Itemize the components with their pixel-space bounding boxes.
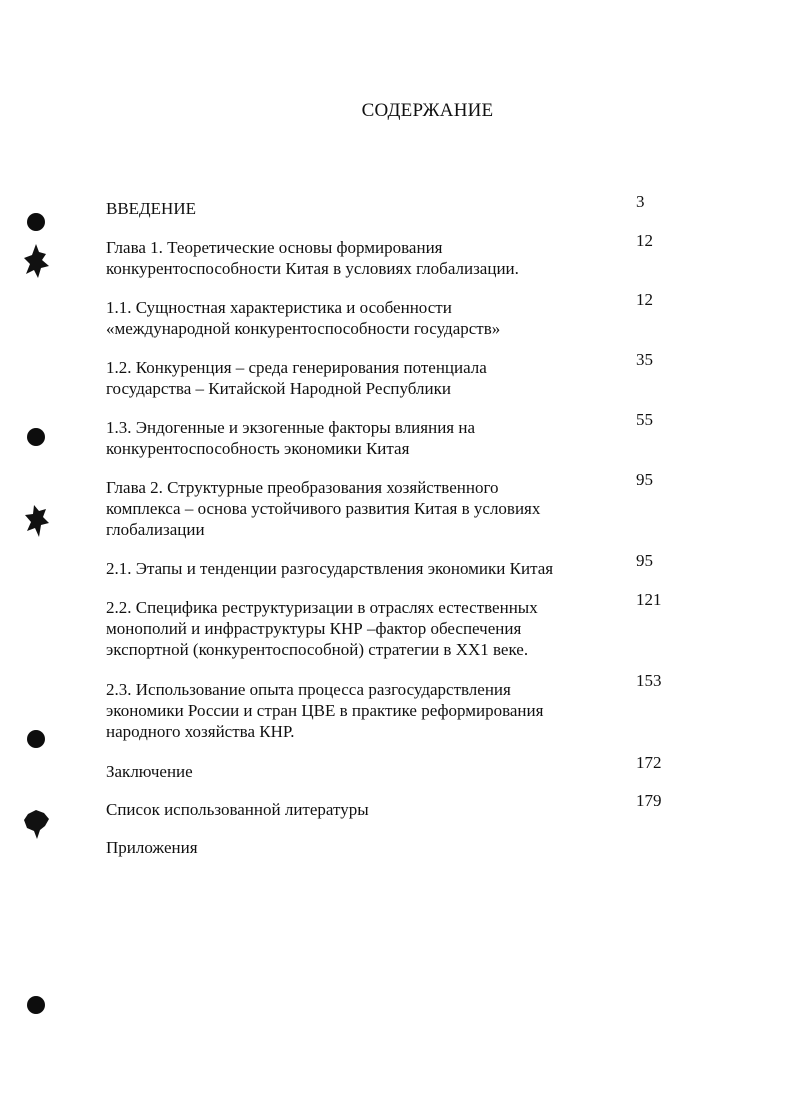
toc-entry-chapter-2 bbox=[106, 477, 636, 540]
toc-entry-text: ВВЕДЕНИЕ bbox=[106, 199, 196, 218]
toc-entry-text: 2.2. Специфика реструктуризации в отраслях естественных bbox=[106, 598, 538, 617]
toc-entry-section-2-2 bbox=[106, 597, 636, 660]
toc-entry-section-1-3 bbox=[106, 417, 636, 459]
toc-page-number: 3 bbox=[636, 192, 645, 211]
punch-hole-2 bbox=[27, 428, 45, 446]
scan-blot-1 bbox=[24, 244, 50, 280]
toc-page-number: 121 bbox=[636, 590, 662, 609]
toc-entry-text: 2.1. Этапы и тенденции разгосударствления экономики Китая bbox=[106, 559, 554, 578]
punch-hole-4 bbox=[27, 996, 45, 1014]
toc-entry-text: Список использованной литературы bbox=[106, 800, 369, 819]
toc-entry-text: 2.3. Использование опыта процесса разгосударствления bbox=[106, 680, 511, 699]
toc-entry-text: «международной конкурентоспособности государств» bbox=[106, 319, 501, 338]
toc-entry-bibliography bbox=[106, 799, 636, 820]
toc-entry-text: 1.2. Конкуренция – среда генерирования потенциала bbox=[106, 358, 487, 377]
toc-entry-text: комплекса – основа устойчивого развития Китая в условиях bbox=[106, 499, 541, 518]
toc-entry-chapter-1 bbox=[106, 237, 636, 279]
toc-entry-text: Заключение bbox=[106, 762, 193, 781]
punch-hole-1 bbox=[27, 213, 45, 231]
toc-page-number: 35 bbox=[636, 350, 653, 369]
toc-entry-text: Глава 1. Теоретические основы формирования bbox=[106, 238, 443, 257]
toc-entry-appendices bbox=[106, 837, 636, 858]
toc-page-number: 95 bbox=[636, 470, 653, 489]
toc-entry-section-1-1 bbox=[106, 297, 636, 339]
toc-entry-section-2-3 bbox=[106, 679, 636, 742]
toc-page-number: 172 bbox=[636, 753, 662, 772]
toc-entry-text: 1.3. Эндогенные и экзогенные факторы влияния на bbox=[106, 418, 476, 437]
punch-hole-3 bbox=[27, 730, 45, 748]
toc-entry-text: Приложения bbox=[106, 838, 198, 857]
toc-entry-introduction bbox=[106, 198, 636, 219]
scan-blot-3 bbox=[24, 810, 50, 840]
scan-blot-2 bbox=[24, 505, 50, 539]
toc-entry-text: экспортной (конкурентоспособной) стратегии в XX1 веке. bbox=[106, 640, 529, 659]
toc-entry-text: глобализации bbox=[106, 520, 205, 539]
toc-entry-text: конкурентоспособность экономики Китая bbox=[106, 439, 410, 458]
toc-entry-section-1-2 bbox=[106, 357, 636, 399]
toc-entry-text: монополий и инфраструктуры КНР –фактор обеспечения bbox=[106, 619, 522, 638]
toc-page-number: 12 bbox=[636, 231, 653, 250]
toc-entry-section-2-1 bbox=[106, 558, 636, 579]
toc-page-number: 12 bbox=[636, 290, 653, 309]
toc-entry-conclusion bbox=[106, 761, 636, 782]
toc-page-number: 179 bbox=[636, 791, 662, 810]
page-title: СОДЕРЖАНИЕ bbox=[361, 100, 494, 121]
toc-page-number: 95 bbox=[636, 551, 653, 570]
toc-entry-text: 1.1. Сущностная характеристика и особенности bbox=[106, 298, 452, 317]
toc-page-number: 55 bbox=[636, 410, 653, 429]
toc-entry-text: Глава 2. Структурные преобразования хозяйственного bbox=[106, 478, 499, 497]
toc-entry-text: государства – Китайской Народной Республики bbox=[106, 379, 451, 398]
toc-entry-text: конкурентоспособности Китая в условиях глобализации. bbox=[106, 259, 519, 278]
toc-entry-text: экономики России и стран ЦВЕ в практике реформирования bbox=[106, 701, 544, 720]
toc-page-number: 153 bbox=[636, 671, 662, 690]
toc-entry-text: народного хозяйства КНР. bbox=[106, 722, 295, 741]
